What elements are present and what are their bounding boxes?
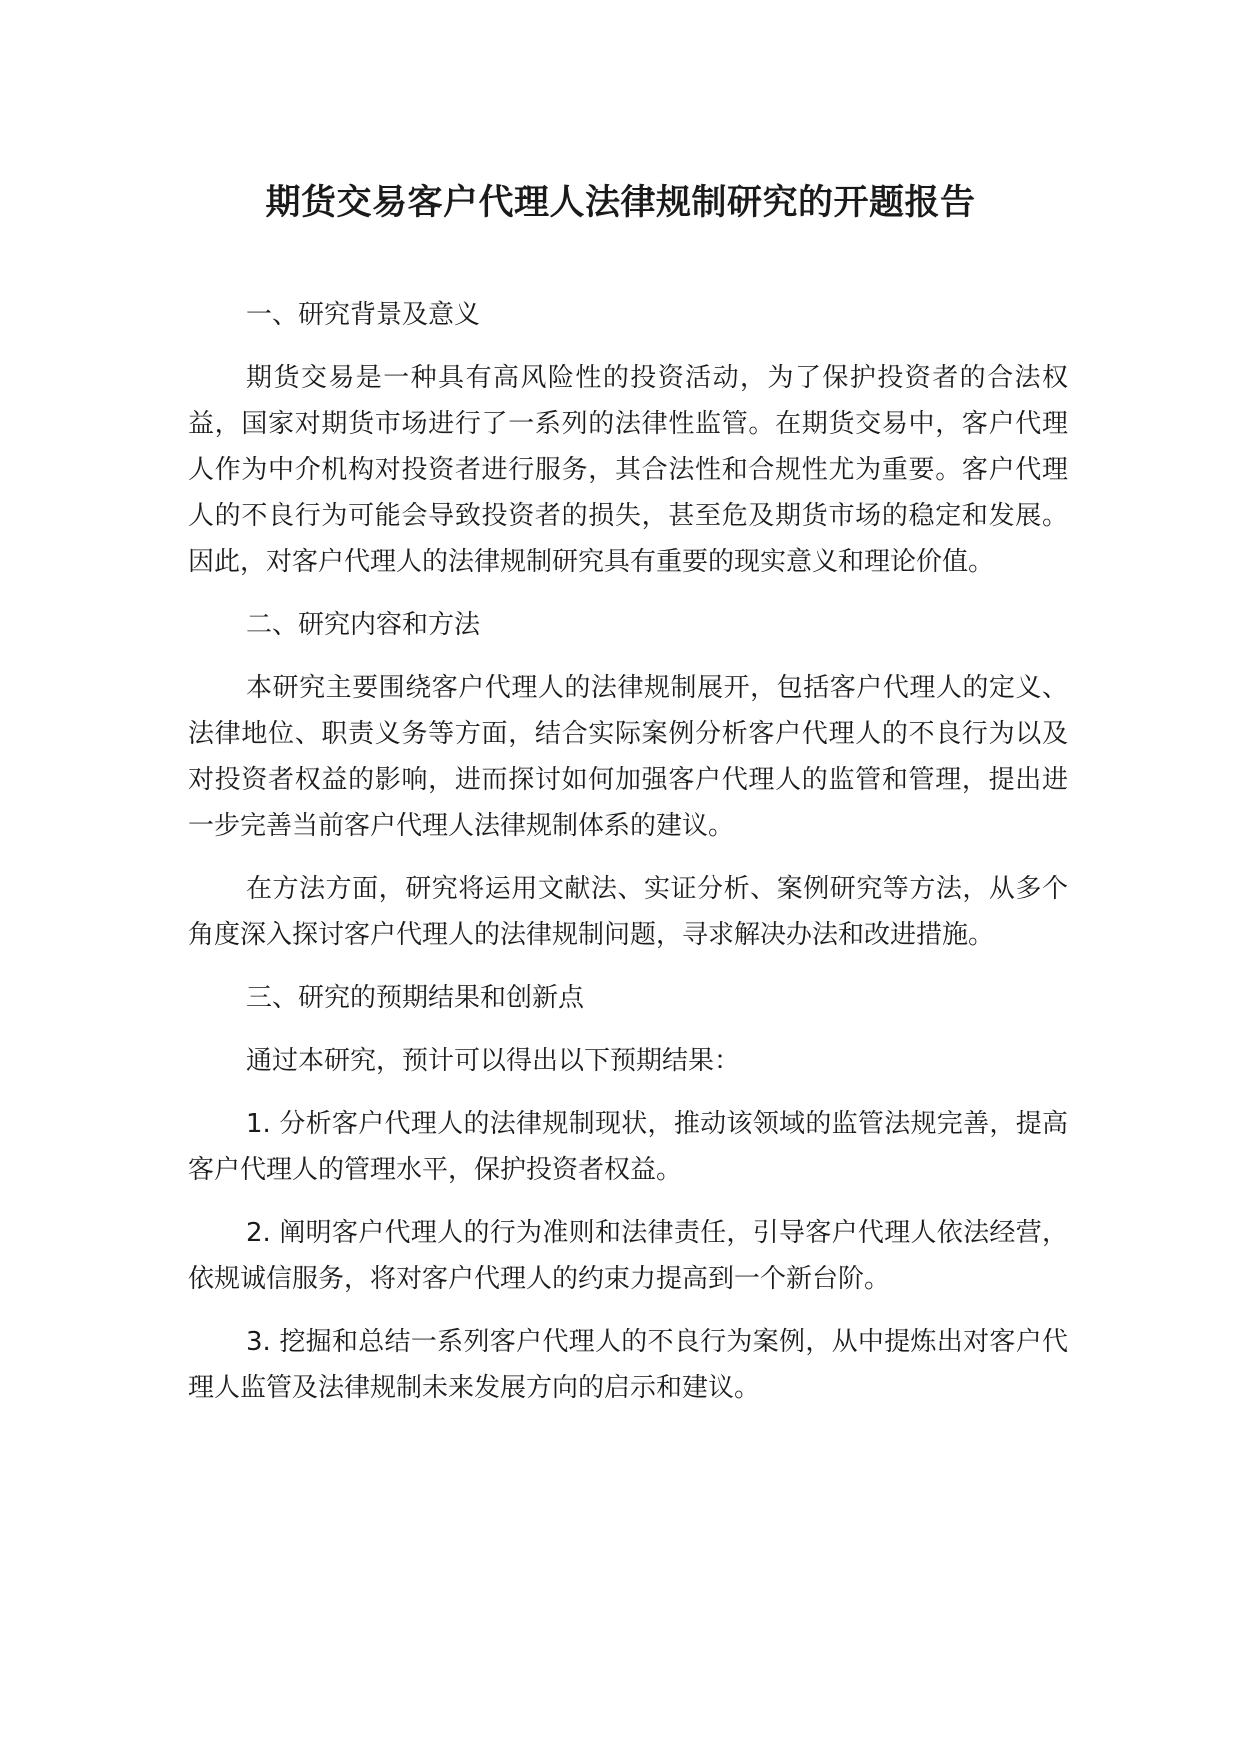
- document-title: 期货交易客户代理人法律规制研究的开题报告: [265, 183, 976, 223]
- document-body: [188, 292, 1068, 1428]
- section-3-item-1: 1. 分析客户代理人的法律规制现状，推动该领域的监管法规完善，提高客户代理人的管理水平，保护投资者权益。: [188, 1109, 1068, 1185]
- section-3-item-3: 3. 挖掘和总结一系列客户代理人的不良行为案例，从中提炼出对客户代理人监管及法律规制未来发展方向的启示和建议。: [188, 1327, 1068, 1403]
- section-3-heading: 三、研究的预期结果和创新点: [246, 983, 585, 1013]
- section-3-intro: 通过本研究，预计可以得出以下预期结果：: [246, 1046, 741, 1076]
- section-3-item-2: 2. 阐明客户代理人的行为准则和法律责任，引导客户代理人依法经营，依规诚信服务，将对客户代理人的约束力提高到一个新台阶。: [188, 1218, 1068, 1294]
- section-2-paragraph-2: 在方法方面，研究将运用文献法、实证分析、案例研究等方法，从多个角度深入探讨客户代理人的法律规制问题，寻求解决办法和改进措施。: [188, 874, 1068, 950]
- section-2-heading: 二、研究内容和方法: [246, 610, 481, 640]
- section-1-heading: 一、研究背景及意义: [246, 300, 481, 330]
- section-1-paragraph-1: 期货交易是一种具有高风险性的投资活动，为了保护投资者的合法权益，国家对期货市场进行了一系列的法律性监管。在期货交易中，客户代理人作为中介机构对投资者进行服务，其合法性和合规性尤为重要。客户代理人的不良行为可能会导致投资者的损失，甚至危及期货市场的稳定和发展。因此，对客户代理人的法律规制研究具有重要的现实意义和理论价值。: [188, 363, 1068, 577]
- section-2-paragraph-1: 本研究主要围绕客户代理人的法律规制展开，包括客户代理人的定义、法律地位、职责义务等方面，结合实际案例分析客户代理人的不良行为以及对投资者权益的影响，进而探讨如何加强客户代理人的监管和管理，提出进一步完善当前客户代理人法律规制体系的建议。: [188, 673, 1068, 841]
